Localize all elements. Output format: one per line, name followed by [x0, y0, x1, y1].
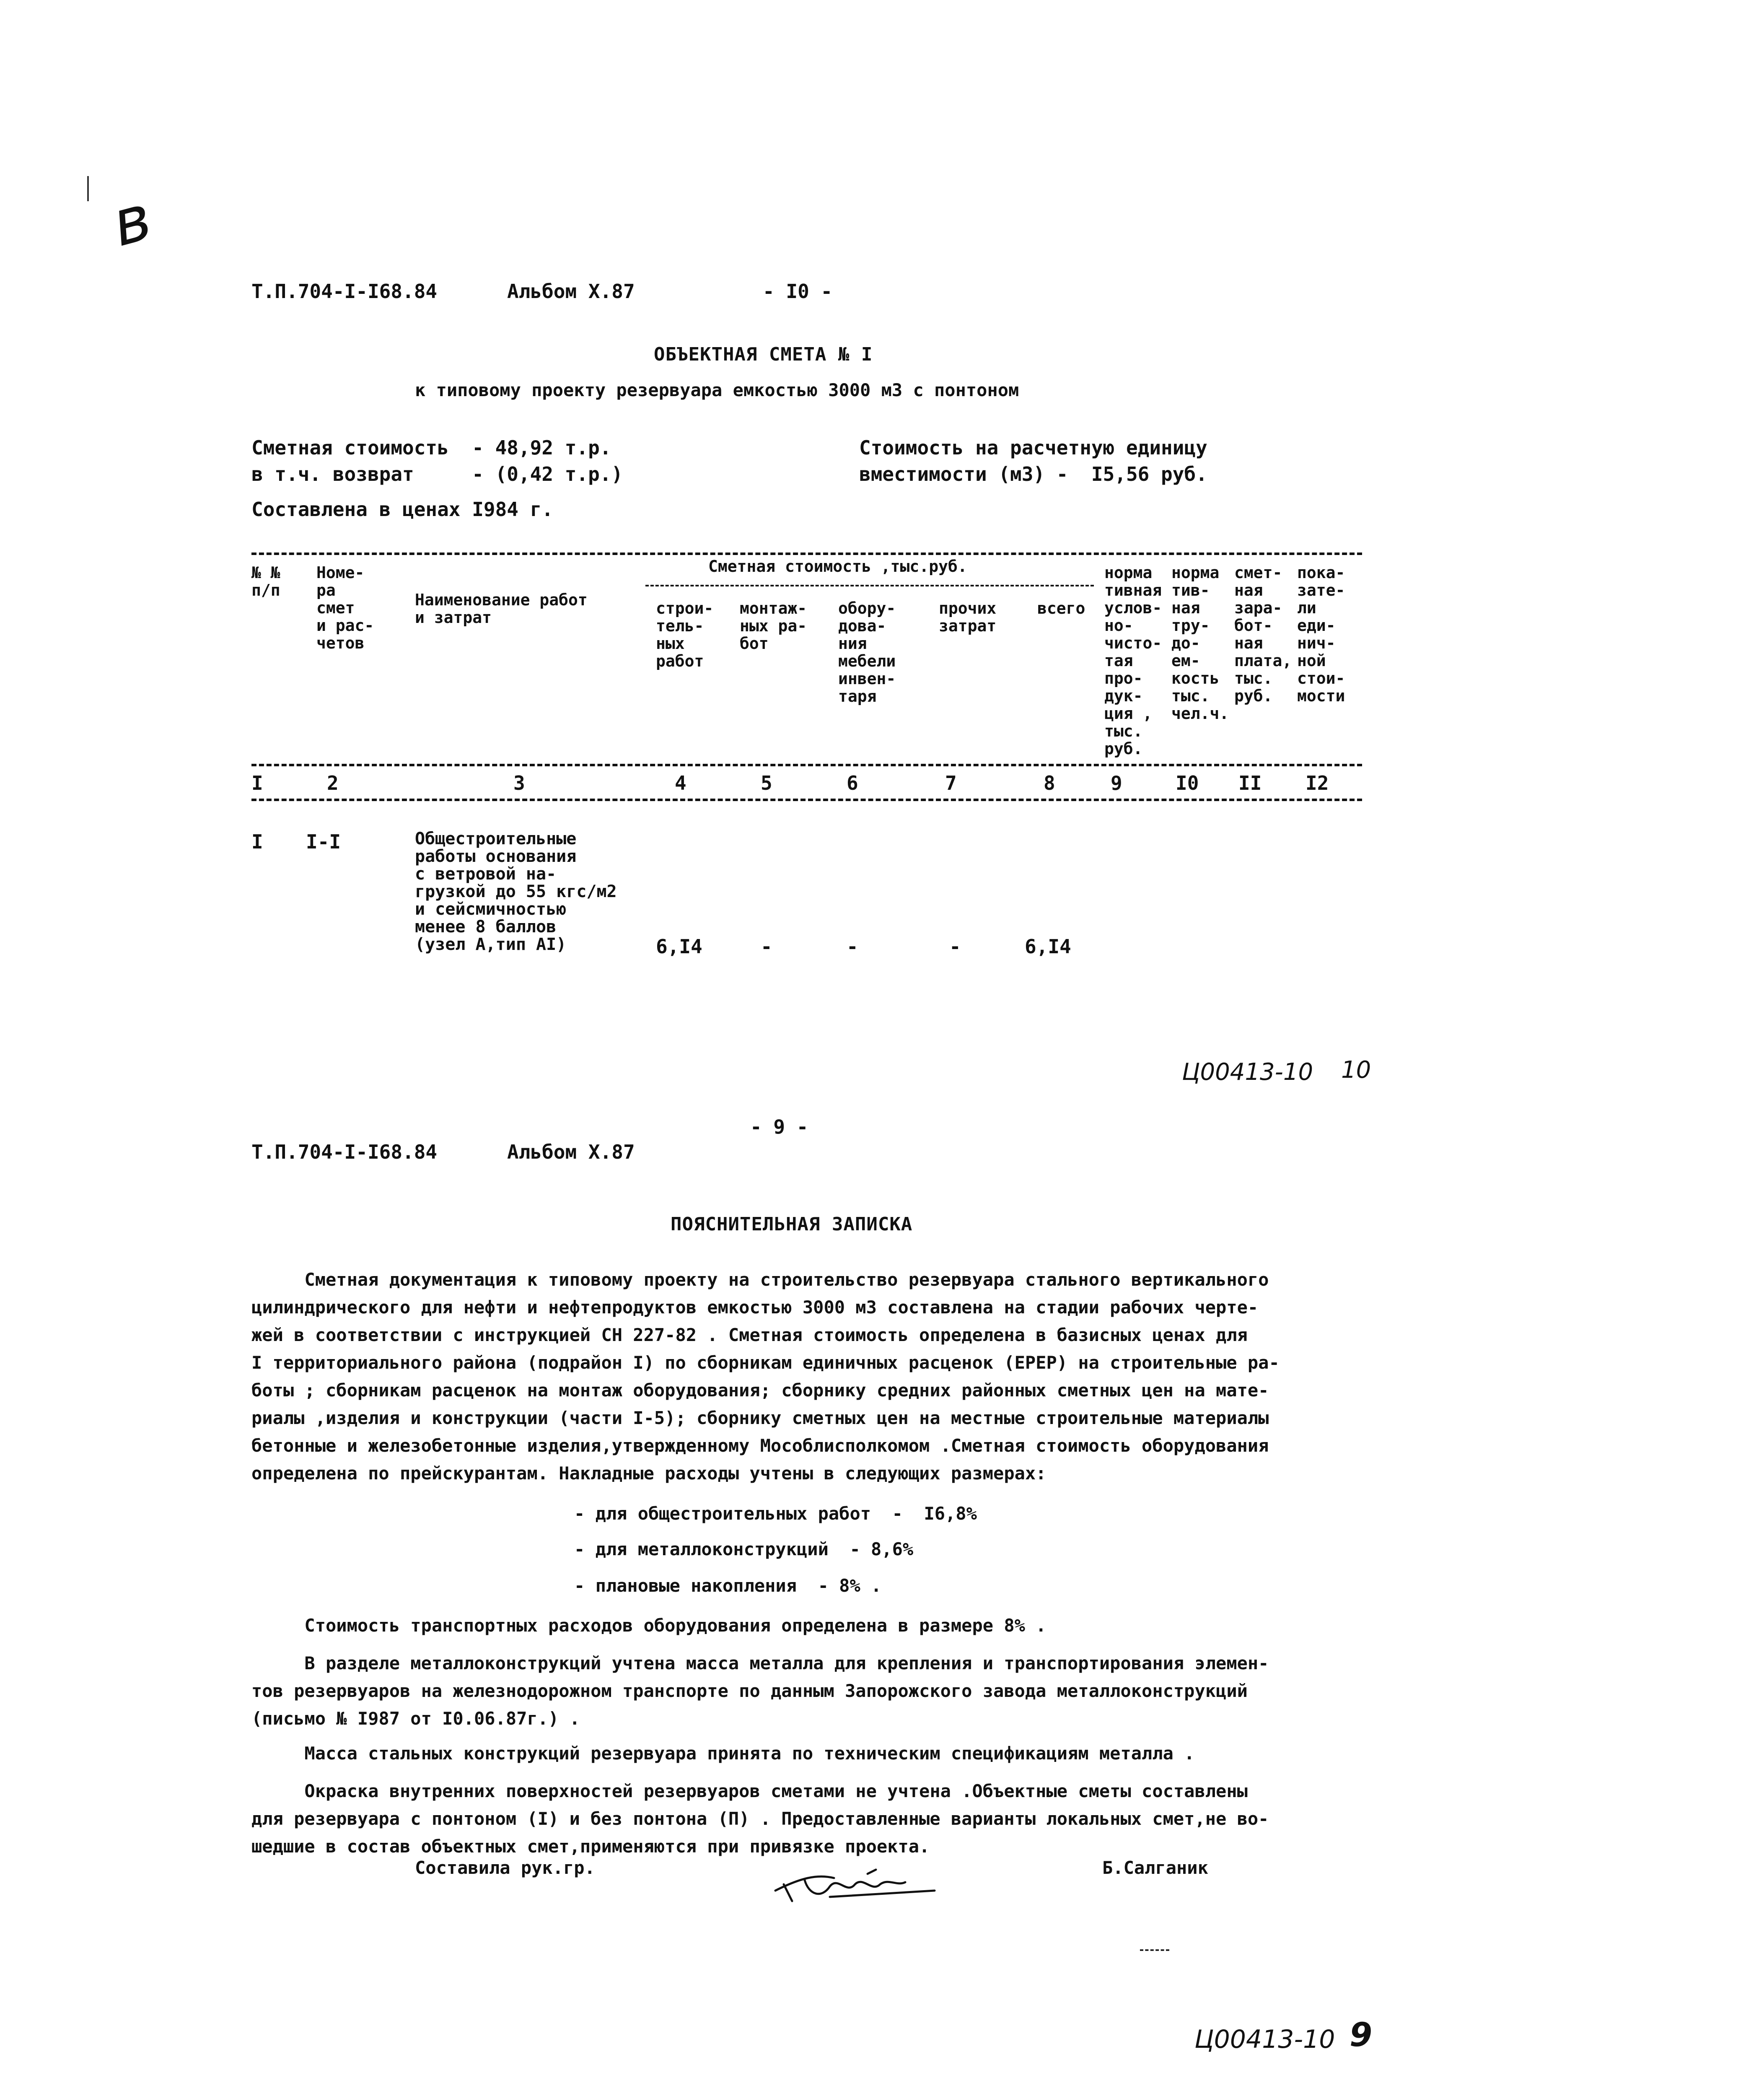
row-installation-cost: -	[761, 935, 772, 958]
col-header-4: строи- тель- ных работ	[656, 599, 714, 670]
note-paragraph-4: Масса стальных конструкций резервуара принята по техническим спецификациям металла .	[251, 1743, 1195, 1764]
archive-stamp: Ц00413-10	[1194, 2025, 1335, 2054]
estimate-subtitle: к типовому проекту резервуара емкостью 3000 м3 с понтоном	[415, 380, 1019, 400]
return-amount: в т.ч. возврат - (0,42 т.р.)	[251, 463, 623, 485]
page-number: - 9 -	[750, 1115, 808, 1138]
col-number-7: 7	[945, 772, 957, 794]
doc-code: Т.П.704-I-I68.84	[251, 280, 438, 303]
col-header-6: обору- дова- ния мебели инвен- таря	[838, 599, 896, 706]
margin-handwritten-mark: в	[104, 181, 159, 261]
col-number-8: 8	[1044, 772, 1055, 794]
col-header-12: пока- зате- ли еди- нич- ной стои- мости	[1297, 563, 1345, 705]
archive-stamp-page: 10	[1341, 1056, 1371, 1084]
price-year: Составлена в ценах I984 г.	[251, 498, 554, 521]
col-header-5: монтаж- ных ра- бот	[740, 599, 807, 653]
note-paragraph-5: Окраска внутренних поверхностей резервуаров сметами не учтена .Объектные сметы составлены для резервуара с понтоном (I) и без понтона (П) . Предоставленные варианты локальных смет,не во- шедшие в состав объектных смет,применяются при привязке проекта.	[251, 1781, 1269, 1857]
col-header-7: прочих затрат	[939, 599, 997, 635]
note-paragraph-3: В разделе металлоконструкций учтена масса металла для крепления и транспортирования элемен- тов резервуаров на железнодорожном транспорте по данным Запорожского завода металлоконструкций (письмо № I987 от I0.06.87г.) .	[251, 1653, 1269, 1729]
column-numbers-rule	[251, 799, 1362, 801]
archive-stamp-page: 9	[1350, 2016, 1373, 2054]
col-number-10: I0	[1176, 772, 1199, 794]
overhead-item-2: - для металлоконструкций - 8,6%	[574, 1539, 914, 1559]
col-header-8: всего	[1037, 599, 1085, 617]
unit-cost-value: вместимости (м3) - I5,56 руб.	[859, 463, 1207, 485]
col-number-11: II	[1238, 772, 1262, 794]
row-total-cost: 6,I4	[1025, 935, 1071, 958]
col-number-5: 5	[761, 772, 772, 794]
col-number-3: 3	[513, 772, 525, 794]
page-number: - I0 -	[763, 280, 833, 303]
estimate-title: ОБЪЕКТНАЯ СМЕТА № I	[654, 344, 873, 365]
table-top-rule	[251, 553, 1362, 555]
col-header-9: норма тивная услов- но- чисто- тая про- дук- ция , тыс. руб.	[1104, 563, 1162, 758]
unit-cost-label: Стоимость на расчетную единицу	[859, 436, 1207, 459]
signature-label: Составила рук.гр.	[415, 1857, 595, 1878]
overhead-item-3: - плановые накопления - 8% .	[574, 1575, 882, 1596]
col-header-11: смет- ная зара- бот- ная плата, тыс. руб.	[1234, 563, 1292, 705]
album-label: Альбом X.87	[507, 280, 635, 303]
col-header-3: Наименование работ и затрат	[415, 591, 588, 627]
col-number-2: 2	[327, 772, 339, 794]
signature-name: Б.Салганик	[1102, 1857, 1208, 1878]
note-paragraph-2: Стоимость транспортных расходов оборудования определена в размере 8% .	[251, 1615, 1046, 1636]
col-number-9: 9	[1111, 772, 1122, 794]
note-title: ПОЯСНИТЕЛЬНАЯ ЗАПИСКА	[671, 1214, 913, 1235]
col-number-12: I2	[1306, 772, 1329, 794]
doc-code: Т.П.704-I-I68.84	[251, 1141, 438, 1163]
cost-group-header: Сметная стоимость ,тыс.руб.	[708, 557, 967, 576]
col-number-1: I	[251, 772, 263, 794]
note-paragraph-1: Сметная документация к типовому проекту на строительство резервуара стального вертикального цилиндрического для нефти и нефтепродуктов емкостью 3000 м3 составлена на стадии рабочих черте- жей в соответствии с инструкцией СН 227-82 . Сметная стоимость определена в базисных ценах для I территориального района (подрайон I) по сборникам единичных расценок (ЕРЕР) на строительные ра- боты ; сборникам расценок на монтаж оборудования; сборнику средних районных сметных цен на мате- риалы ,изделия и конструкции (части I-5); сборнику сметных цен на местные строительные материалы бетонные и железобетонные изделия,утвержденному Мособлисполкомом .Сметная стоимость оборудования определена по прейскурантам. Накладные расходы учтены в следующих размерах:	[251, 1269, 1280, 1484]
short-dash-mark	[1140, 1949, 1169, 1951]
archive-stamp: Ц00413-10	[1182, 1058, 1313, 1086]
cost-group-rule	[645, 585, 1094, 586]
row-construction-cost: 6,I4	[656, 935, 702, 958]
col-number-6: 6	[847, 772, 858, 794]
estimated-cost: Сметная стоимость - 48,92 т.р.	[251, 436, 611, 459]
header-bottom-rule	[251, 764, 1362, 766]
col-number-4: 4	[675, 772, 686, 794]
overhead-item-1: - для общестроительных работ - I6,8%	[574, 1503, 977, 1524]
handwritten-signature	[767, 1861, 943, 1907]
row-other-cost: -	[949, 935, 961, 958]
album-label: Альбом X.87	[507, 1141, 635, 1163]
row-number: I	[251, 830, 263, 853]
margin-tick	[87, 176, 89, 201]
col-header-10: норма тив- ная тру- до- ем- кость тыс. чел.ч.	[1171, 563, 1229, 723]
row-estimate-number: I-I	[306, 830, 341, 853]
col-header-1: № № п/п	[251, 563, 280, 599]
col-header-2: Номе- ра смет и рас- четов	[316, 563, 374, 652]
row-work-name: Общестроительные работы основания с ветровой на- грузкой до 55 кгс/м2 и сейсмичностью менее 8 баллов (узел А,тип АI)	[415, 829, 617, 954]
row-equipment-cost: -	[847, 935, 858, 958]
